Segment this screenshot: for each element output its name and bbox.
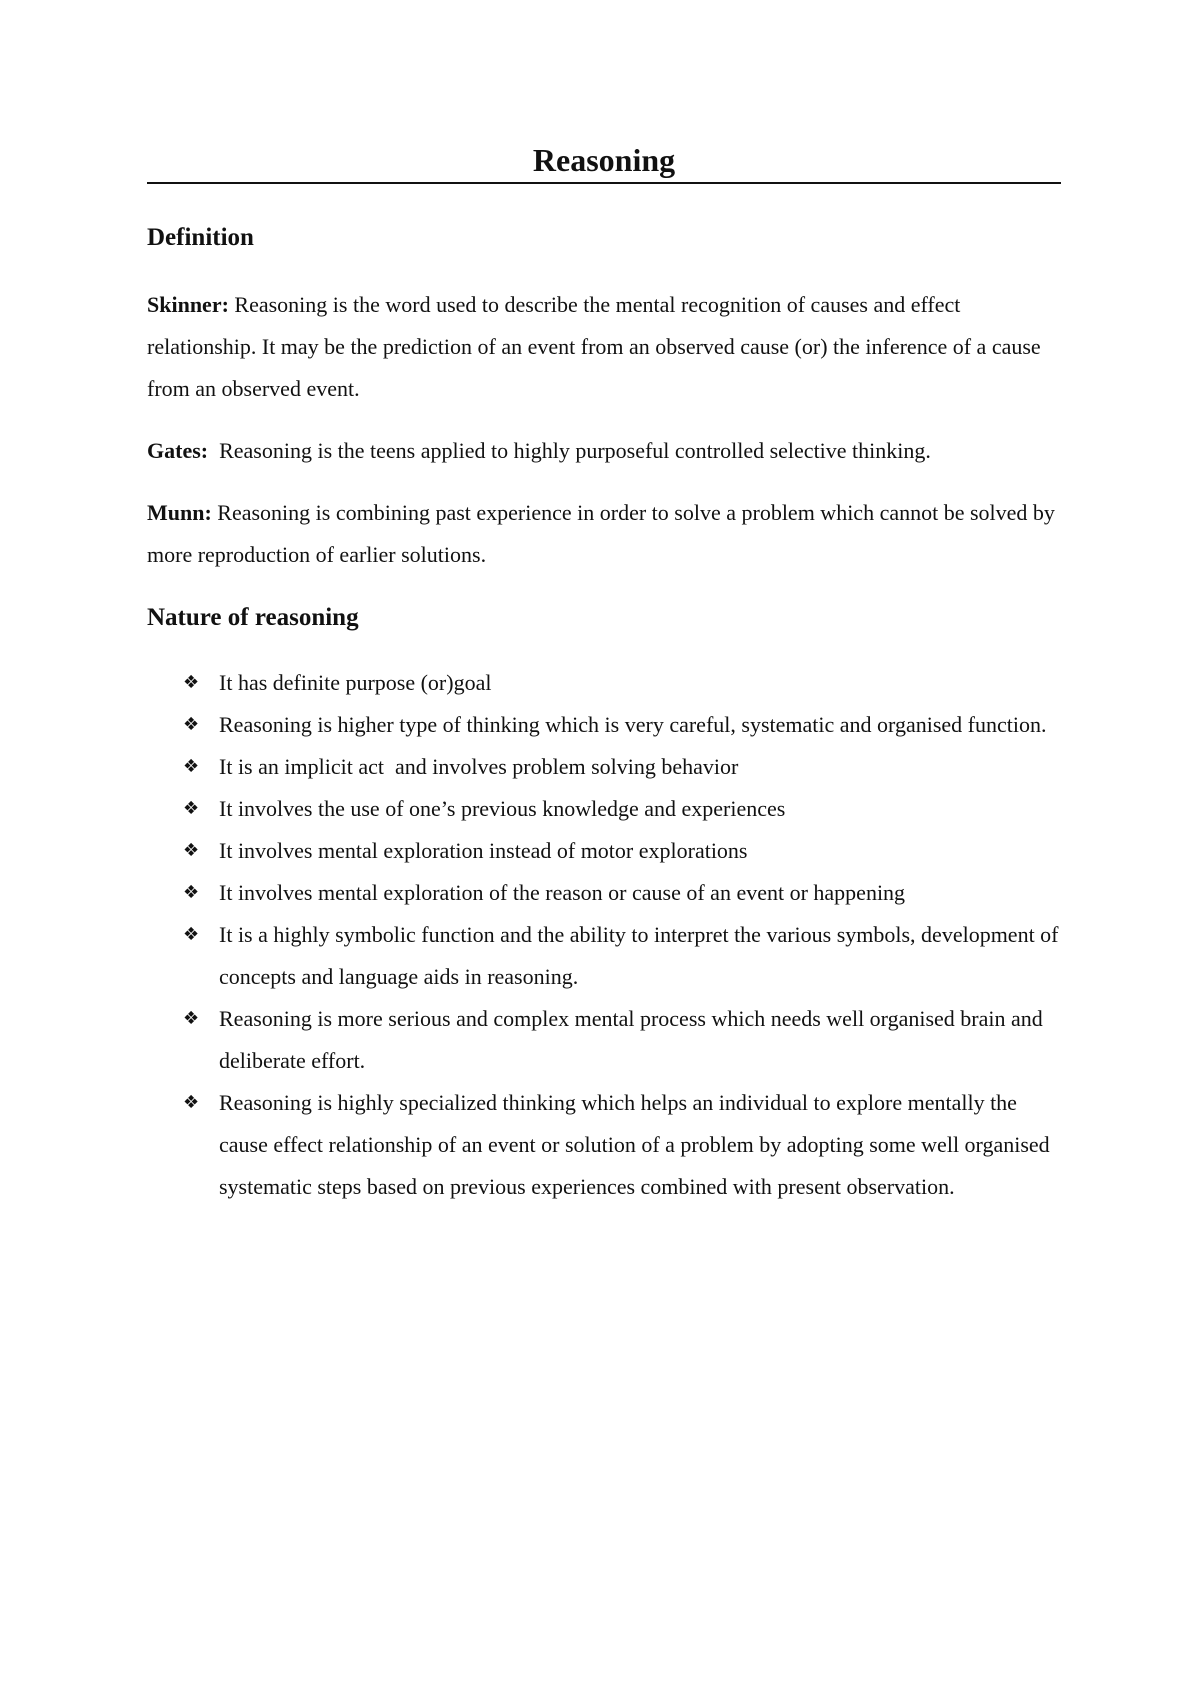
list-item — [147, 998, 1061, 1082]
list-item-text: It involves mental exploration of the reason or cause of an event or happening — [219, 880, 906, 905]
diamond-bullet-icon: ❖ — [183, 714, 200, 735]
diamond-bullet-icon: ❖ — [183, 756, 200, 777]
definition-term: Skinner: — [147, 292, 229, 317]
definition-heading: Definition — [147, 224, 254, 251]
list-item — [147, 914, 1061, 998]
diamond-bullet-icon: ❖ — [183, 672, 200, 693]
diamond-bullet-icon: ❖ — [183, 798, 200, 819]
diamond-bullet-icon: ❖ — [183, 840, 200, 861]
diamond-bullet-icon: ❖ — [183, 1092, 200, 1113]
definition-skinner — [147, 284, 1061, 410]
definition-munn — [147, 492, 1061, 576]
list-item-text: Reasoning is highly specialized thinking which helps an individual to explore mentally the cause effect relationship of an event or solution of a problem by adopting some well organised systematic steps based on previous experiences combined with present observation. — [219, 1090, 1050, 1199]
list-item-text: It has definite purpose (or)goal — [219, 670, 492, 695]
list-item — [147, 830, 1061, 872]
list-item-text: It involves mental exploration instead of motor explorations — [219, 838, 748, 863]
list-item — [147, 788, 1061, 830]
definition-gates — [147, 430, 1061, 472]
nature-list — [147, 662, 1061, 1208]
list-item — [147, 872, 1061, 914]
list-item-text: It involves the use of one’s previous knowledge and experiences — [219, 796, 786, 821]
list-item — [147, 662, 1061, 704]
list-item — [147, 704, 1061, 746]
definition-text: Reasoning is the word used to describe the mental recognition of causes and effect relationship. It may be the prediction of an event from an observed cause (or) the inference of a cause from an observed event. — [147, 292, 1041, 401]
list-item-text: Reasoning is higher type of thinking which is very careful, systematic and organised function. — [219, 712, 1047, 737]
document-page — [147, 140, 1061, 1208]
list-item — [147, 746, 1061, 788]
definition-text: Reasoning is combining past experience in order to solve a problem which cannot be solved by more reproduction of earlier solutions. — [147, 500, 1055, 567]
list-item-text: It is an implicit act and involves problem solving behavior — [219, 754, 739, 779]
diamond-bullet-icon: ❖ — [183, 1008, 200, 1029]
list-item — [147, 1082, 1061, 1208]
diamond-bullet-icon: ❖ — [183, 882, 200, 903]
list-item-text: Reasoning is more serious and complex mental process which needs well organised brain and deliberate effort. — [219, 1006, 1043, 1073]
definition-term: Gates: — [147, 438, 209, 463]
definition-text: Reasoning is the teens applied to highly purposeful controlled selective thinking. — [208, 438, 931, 463]
list-item-text: It is a highly symbolic function and the ability to interpret the various symbols, development of concepts and language aids in reasoning. — [219, 922, 1059, 989]
definition-term: Munn: — [147, 500, 212, 525]
diamond-bullet-icon: ❖ — [183, 924, 200, 945]
page-title: Reasoning — [147, 140, 1061, 184]
nature-heading: Nature of reasoning — [147, 604, 359, 631]
